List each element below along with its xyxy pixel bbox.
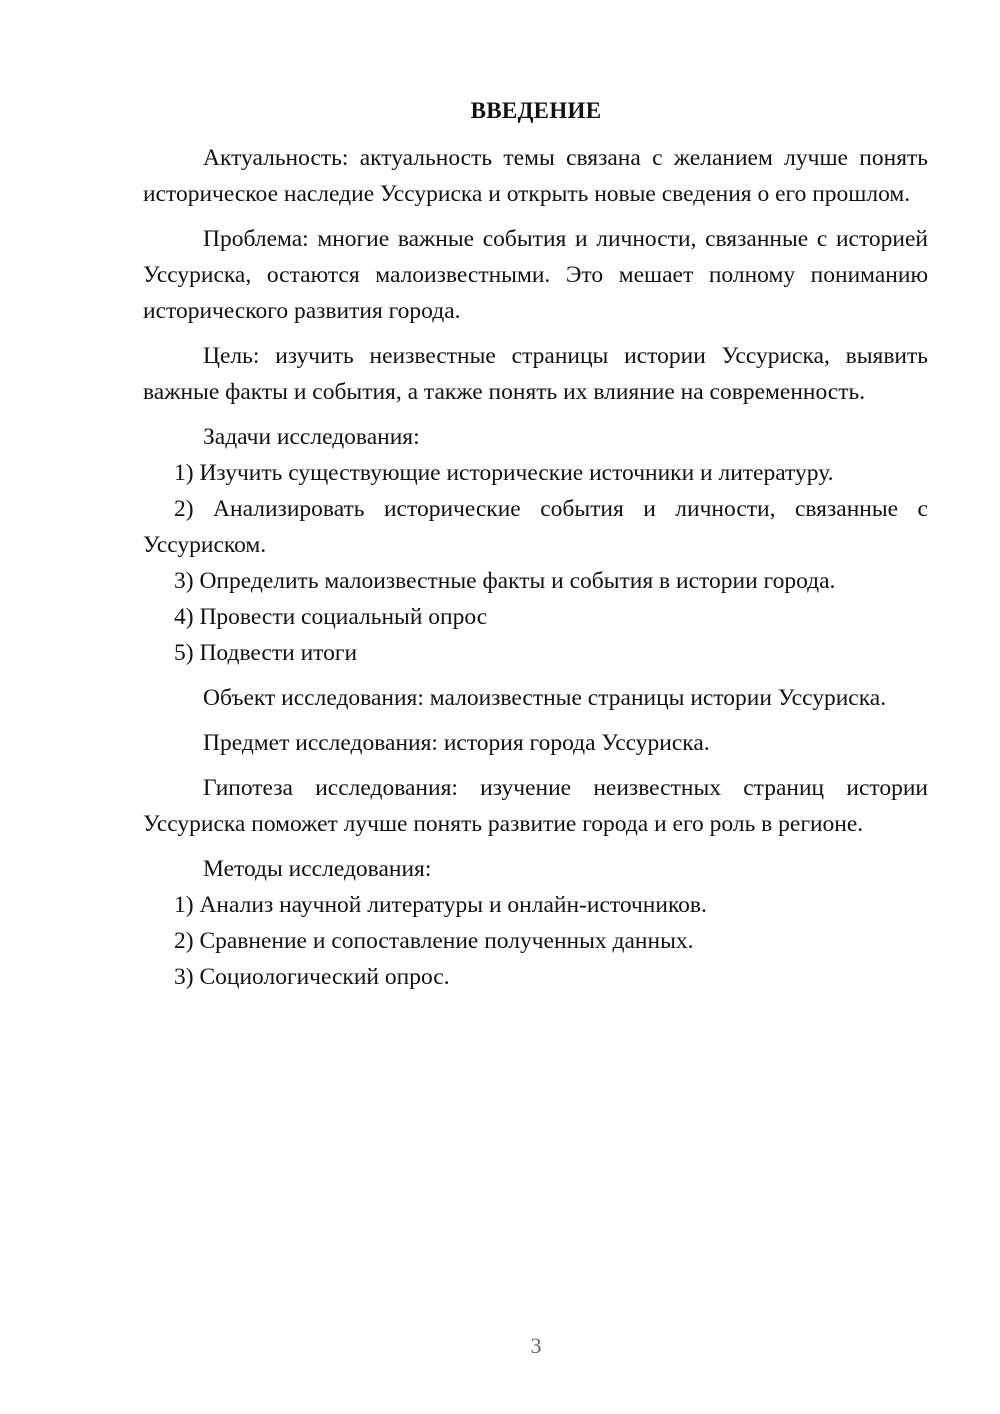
- method-item-1: 1) Анализ научной литературы и онлайн-источников.: [174, 892, 707, 918]
- problem-paragraph: Проблема: многие важные события и личности, связанные с историей Уссуриска, остаются малоизвестными. Это мешает полному пониманию исторического развития города.: [143, 226, 928, 324]
- object-paragraph: Объект исследования: малоизвестные страницы истории Уссуриска.: [203, 685, 887, 711]
- relevance-paragraph: Актуальность: актуальность темы связана с желанием лучше понять историческое наследие Уссуриска и открыть новые сведения о его прошлом.: [143, 145, 928, 207]
- section-heading: ВВЕДЕНИЕ: [470, 98, 602, 123]
- introduction-body: [143, 140, 928, 995]
- page-number: 3: [530, 1333, 542, 1358]
- method-item-2: 2) Сравнение и сопоставление полученных данных.: [174, 928, 694, 954]
- task-item-1: 1) Изучить существующие исторические источники и литературу.: [174, 460, 834, 486]
- subject-paragraph: Предмет исследования: история города Уссуриска.: [203, 730, 710, 756]
- methods-title: Методы исследования:: [203, 856, 432, 882]
- goal-paragraph: Цель: изучить неизвестные страницы истории Уссуриска, выявить важные факты и события, а также понять их влияние на современность.: [143, 343, 928, 405]
- method-item-3: 3) Социологический опрос.: [174, 964, 450, 990]
- task-item-3: 3) Определить малоизвестные факты и события в истории города.: [174, 568, 836, 594]
- task-item-2: 2) Анализировать исторические события и личности, связанные с Уссуриском.: [143, 496, 928, 558]
- hypothesis-paragraph: Гипотеза исследования: изучение неизвестных страниц истории Уссуриска поможет лучше понять развитие города и его роль в регионе.: [143, 775, 928, 837]
- tasks-title: Задачи исследования:: [203, 424, 420, 450]
- task-item-4: 4) Провести социальный опрос: [174, 604, 488, 630]
- task-item-5: 5) Подвести итоги: [174, 640, 358, 666]
